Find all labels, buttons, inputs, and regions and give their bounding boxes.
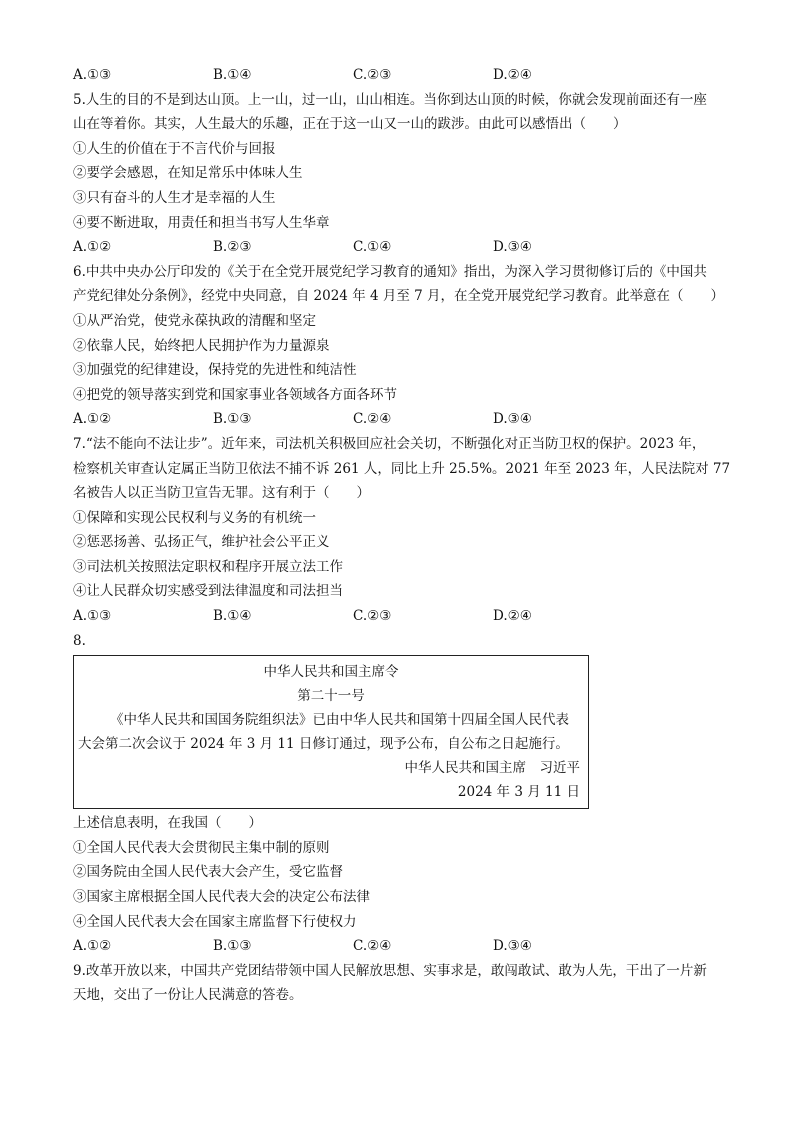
q7-stem-line-2: 检察机关审查认定属正当防卫依法不捕不诉 261 人，同比上升 25.5%。2021 年至 2023 年，人民法院对 77 <box>73 460 731 477</box>
q6-option-c: C.②④ <box>353 411 392 428</box>
q9-stem-line-1: 9.改革开放以来，中国共产党团结带领中国人民解放思想、实事求是，敢闯敢试、敢为人先，干出了一片新 <box>73 962 707 979</box>
q5-option-b: B.②③ <box>213 239 252 256</box>
q8-item-4: ④全国人民代表大会在国家主席监督下行使权力 <box>73 913 357 930</box>
order-body-line-1: 《中华人民共和国国务院组织法》已由中华人民共和国第十四届全国人民代表 <box>110 712 569 729</box>
q7-option-b: B.①④ <box>213 608 252 625</box>
q6-options <box>73 407 733 432</box>
q4-option-a: A.①③ <box>73 67 112 83</box>
q5-item-2: ②要学会感恩，在知足常乐中体味人生 <box>73 165 303 182</box>
order-signer: 中华人民共和国主席 习近平 <box>404 760 580 777</box>
q5-option-c: C.①④ <box>353 239 392 256</box>
q7-item-3: ③司法机关按照法定职权和程序开展立法工作 <box>73 558 343 575</box>
q6-option-b: B.①③ <box>213 411 252 428</box>
question-5 <box>73 88 733 260</box>
q7-item-2: ②惩恶扬善、弘扬正气，维护社会公平正义 <box>73 534 330 551</box>
q5-option-d: D.③④ <box>493 239 532 256</box>
q4-option-b: B.①④ <box>213 67 252 83</box>
q6-option-a: A.①② <box>73 411 112 428</box>
q6-item-3: ③加强党的纪律建设，保持党的先进性和纯洁性 <box>73 362 357 379</box>
q6-item-1: ①从严治党，使党永葆执政的清醒和坚定 <box>73 312 316 329</box>
q8-item-1: ①全国人民代表大会贯彻民主集中制的原则 <box>73 839 330 856</box>
question-6 <box>73 260 733 432</box>
order-date: 2024 年 3 月 11 日 <box>457 784 580 801</box>
q7-option-d: D.②④ <box>493 608 532 625</box>
q8-option-b: B.①③ <box>213 938 252 955</box>
q7-option-a: A.①③ <box>73 608 112 625</box>
q6-stem-line-2: 产党纪律处分条例》，经党中央同意，自 2024 年 4 月至 7 月，在全党开展党纪学习教育。此举意在（ ） <box>73 288 725 305</box>
q7-item-1: ①保障和实现公民权利与义务的有机统一 <box>73 509 316 526</box>
q8-option-c: C.②④ <box>353 938 392 955</box>
order-body-line-2: 大会第二次会议于 2024 年 3 月 11 日修订通过，现予公布，自公布之日起施行。 <box>78 736 569 753</box>
question-9 <box>73 959 733 1008</box>
q7-stem-line-1: 7.“法不能向不法让步”。近年来，司法机关积极回应社会关切，不断强化对正当防卫权的保护。2023 年， <box>73 435 706 452</box>
q7-options <box>73 604 733 629</box>
order-number: 第二十一号 <box>297 688 365 705</box>
q5-item-4: ④要不断进取，用责任和担当书写人生华章 <box>73 214 330 231</box>
q7-item-4: ④让人民群众切实感受到法律温度和司法担当 <box>73 583 343 600</box>
q8-option-d: D.③④ <box>493 938 532 955</box>
q4-option-d: D.②④ <box>493 67 532 83</box>
q5-option-a: A.①② <box>73 239 112 256</box>
q5-stem-line-1: 5.人生的目的不是到达山顶。上一山，过一山，山山相连。当你到达山顶的时候，你就会发现前面还有一座 <box>73 91 707 108</box>
q4-option-c: C.②③ <box>353 67 392 83</box>
exam-page <box>73 63 733 1008</box>
q5-item-1: ①人生的价值在于不言代价与回报 <box>73 140 276 157</box>
q6-option-d: D.③④ <box>493 411 532 428</box>
q8-number: 8. <box>73 632 86 649</box>
question-7 <box>73 432 733 629</box>
q8-options <box>73 934 733 959</box>
q6-item-2: ②依靠人民，始终把人民拥护作为力量源泉 <box>73 337 330 354</box>
q5-stem-line-2: 山在等着你。其实，人生最大的乐趣，正在于这一山又一山的跋涉。由此可以感悟出（ ） <box>73 116 627 133</box>
q8-item-3: ③国家主席根据全国人民代表大会的决定公布法律 <box>73 889 370 906</box>
q7-stem-line-3: 名被告人以正当防卫宣告无罪。这有利于（ ） <box>73 485 370 502</box>
q9-stem-line-2: 天地，交出了一份让人民满意的答卷。 <box>73 987 303 1004</box>
q7-option-c: C.②③ <box>353 608 392 625</box>
q6-item-4: ④把党的领导落实到党和国家事业各领域各方面各环节 <box>73 386 397 403</box>
q8-stem: 上述信息表明，在我国（ ） <box>73 815 262 832</box>
q5-options <box>73 235 733 260</box>
presidential-order-box <box>73 655 589 809</box>
q6-stem-line-1: 6.中共中央办公厅印发的《关于在全党开展党纪学习教育的通知》指出，为深入学习贯彻修订后的《中国共 <box>73 263 707 280</box>
q8-item-2: ②国务院由全国人民代表大会产生，受它监督 <box>73 864 343 881</box>
q8-option-a: A.①② <box>73 938 112 955</box>
q5-item-3: ③只有奋斗的人生才是幸福的人生 <box>73 189 276 206</box>
order-title: 中华人民共和国主席令 <box>263 664 399 681</box>
q4-options <box>73 63 733 88</box>
question-8 <box>73 629 733 959</box>
